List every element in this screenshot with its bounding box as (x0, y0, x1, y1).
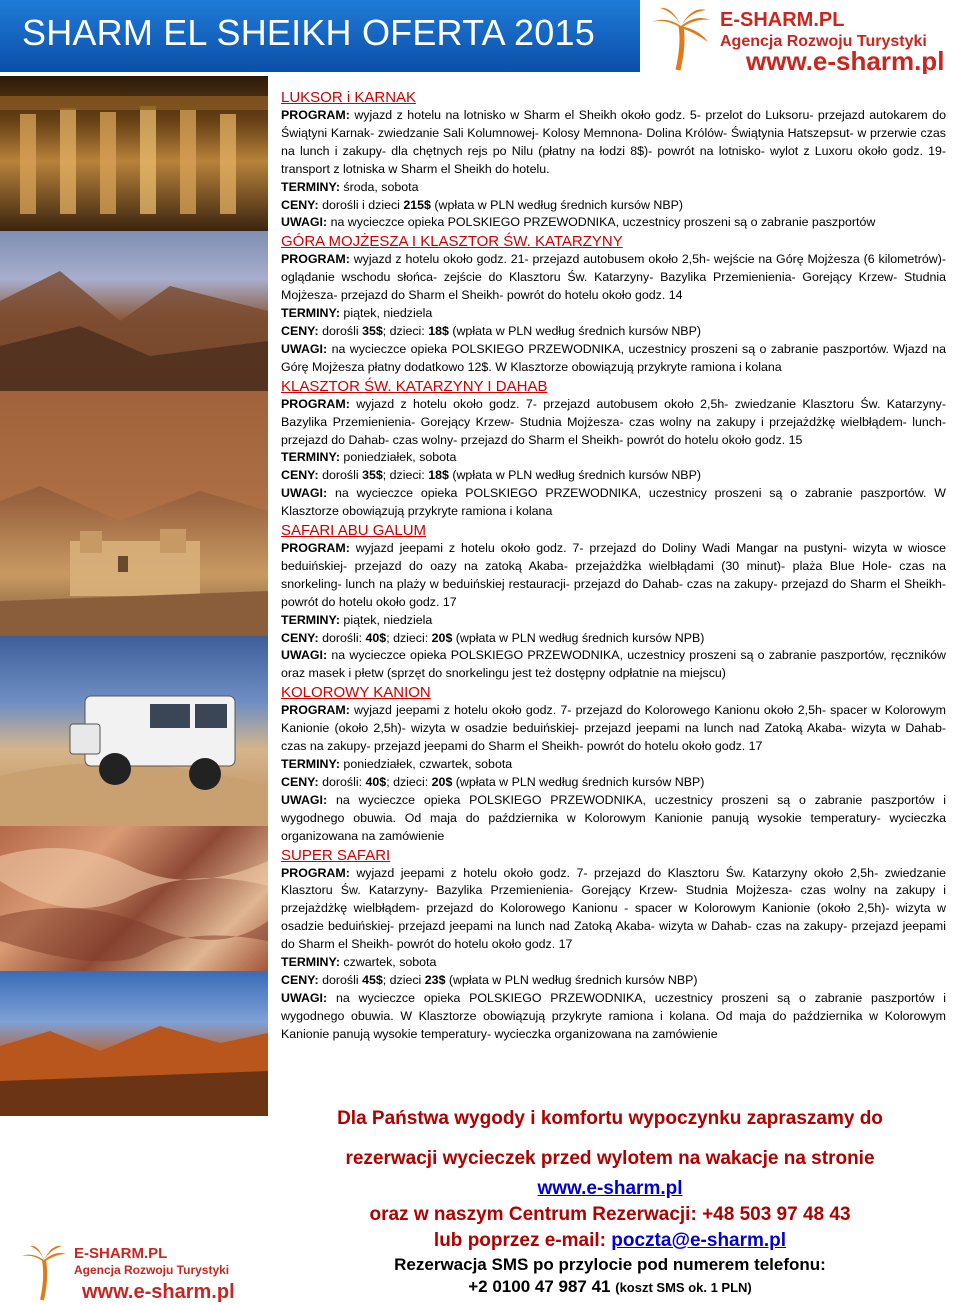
logo-brand: E-SHARM.PL (720, 9, 845, 31)
tour-notes: UWAGI: na wycieczce opieka POLSKIEGO PRZEWODNIKA, uczestnicy proszeni są o zabranie paszportów, ręczników oraz masek i płetw (sprzęt do snorkelingu jest też dostępny odpłatnie na miejscu) (281, 648, 946, 681)
tour-kolorowy-kanion (281, 683, 946, 845)
logo-brand: E-SHARM.PL (74, 1245, 168, 1262)
tour-luksor (281, 88, 946, 232)
temple-columns-icon (0, 76, 268, 231)
desert-sunset-photo (0, 971, 268, 1116)
logo-url: www.e-sharm.pl (746, 46, 945, 74)
tour-title: KOLOROWY KANION (281, 684, 431, 702)
jeep-icon (0, 636, 268, 826)
tour-program: PROGRAM: wyjazd jeepami z hotelu około godz. 7- przejazd do Doliny Wadi Mangar na pustyni- wizyta w wiosce beduińskiej- przejazd do oazy na zatoką Akaba- przejażdżka wielbłądami (30 minut)- plaża Blue Hole- czas na snorkeling- lunch na plaży w beduińskiej restauracji- przejazd do Dahab- czas na zakupy- przejazd do Sharm el Sheikh- powrót do hotelu około godz. 17 (281, 541, 946, 609)
st-catherine-monastery-photo (0, 391, 268, 636)
tour-title: SAFARI ABU GALUM (281, 522, 427, 540)
tour-notes: UWAGI: na wycieczce opieka POLSKIEGO PRZEWODNIKA, uczestnicy proszeni są o zabranie paszportów. W Klasztorze obowiązują przykryte ramiona i kolana (281, 486, 946, 519)
tour-gora-mojzesza (281, 232, 946, 376)
footer-email-link[interactable]: poczta@e-sharm.pl (611, 1230, 787, 1251)
footer-sms-note: (koszt SMS ok. 1 PLN) (615, 1280, 752, 1295)
logo-url: www.e-sharm.pl (82, 1281, 235, 1302)
footer-sms-number-line (300, 1276, 920, 1299)
tour-program: PROGRAM: wyjazd z hotelu na lotnisko w Sharm el Sheikh około godz. 5- przelot do Luksoru- przejazd autokarem do Świątyni Karnak- zwiedzanie Sali Kolumnowej- Kolosy Memnona- Dolina Królów- Świątynia Hatszepsut- w przerwie czas na lunch i zakupy- dla chętnych rejs po Nilu (płatny na łodzi 8$)- powrót na lotnisko- wylot z Luxoru około godz. 19- transport z lotniska w Sharm el Sheikh do hotelu. (281, 108, 946, 176)
tour-price: CENY: dorośli: 40$; dzieci: 20$ (wpłata w PLN według średnich kursów NPB) (281, 630, 705, 645)
colored-canyon-photo (0, 826, 268, 971)
footer-sms-line: Rezerwacja SMS po przylocie pod numerem telefonu: (394, 1255, 826, 1274)
tour-terms: TERMINY: poniedziałek, sobota (281, 450, 457, 465)
tour-notes: UWAGI: na wycieczce opieka POLSKIEGO PRZEWODNIKA, uczestnicy proszeni są o zabranie paszportów. Wjazd na Górę Mojżesza płatny dodatkowo 12$. W Klasztorze obowiązują przykryte ramiona i kolana (281, 341, 946, 374)
canyon-icon (0, 826, 268, 971)
tour-program: PROGRAM: wyjazd jeepami z hotelu około godz. 7- przejazd do Klasztoru Św. Katarzyny około 2,5h- zwiedzanie Klasztoru Św. Katarzyny- Bazylika Przemienienia- Gorejący Krzew- Studnia Mojżesza- czas wolny na zakupy i przejażdżkę wielbłądem- przejazd do Kolorowego Kanionu - spacer w Kolorowym Kanionie (około 2,5h)- wizyta w osadzie beduińskiej- przejazd jeepami na lunch nad Zatoką Akaba- wizyta w Dahab- czas na zakupy- przejazd jeepami do Sharm el Sheikh- powrót do hotelu około godz. 17 (281, 865, 946, 952)
tour-program: PROGRAM: wyjazd z hotelu około godz. 7- przejazd autobusem około 2,5h- zwiedzanie Klasztoru Św. Katarzyny- Bazylika Przemienienia- Gorejący Krzew- Studnia Mojżesza- czas wolny na zakupy i przejażdżkę wielbłądem- lunch- przejazd do Dahab- czas wolny- przejazd do Sharm el Sheikh- powrót do hotelu około godz. 15 (281, 396, 946, 447)
tour-price: CENY: dorośli 35$; dzieci: 18$ (wpłata w PLN według średnich kursów NBP) (281, 468, 701, 483)
monastery-icon (0, 391, 268, 636)
footer-invite-line: Dla Państwa wygody i komfortu wypoczynku zapraszamy do (337, 1108, 883, 1129)
footer-phone-line: oraz w naszym Centrum Rezerwacji: +48 503 97 48 43 (369, 1204, 851, 1225)
tour-price: CENY: dorośli: 40$; dzieci: 20$ (wpłata w PLN według średnich kursów NBP) (281, 774, 705, 789)
tour-notes: UWAGI: na wycieczce opieka POLSKIEGO PRZEWODNIKA, uczestnicy proszeni są o zabranie paszportów i wygodnego obuwia. W Klasztorze obowiązują przykryte ramiona i kolana. Od maja do października w Kolorowym Kanionie panują wysokie temperatury- wycieczka organizowana na zamówienie (281, 990, 946, 1041)
footer-booking-line: rezerwacji wycieczek przed wylotem na wakacje na stronie (345, 1148, 875, 1169)
company-logo-footer (22, 1242, 252, 1302)
tour-terms: TERMINY: czwartek, sobota (281, 955, 437, 970)
tour-price: CENY: dorośli i dzieci 215$ (wpłata w PLN według średnich kursów NBP) (281, 197, 684, 212)
tour-title: LUKSOR i KARNAK (281, 89, 417, 106)
tour-price: CENY: dorośli 45$; dzieci 23$ (wpłata w PLN według średnich kursów NBP) (281, 972, 698, 987)
desert-mountain-icon (0, 971, 268, 1116)
tour-terms: TERMINY: piątek, niedziela (281, 612, 433, 627)
jeep-safari-photo (0, 636, 268, 826)
tour-notes: UWAGI: na wycieczce opieka POLSKIEGO PRZEWODNIKA, uczestnicy proszeni są o zabranie paszportów i wygodnego obuwia. Od maja do października w Kolorowym Kanionie panują wysokie temperatury- wycieczka organizowana na zamówienie (281, 792, 946, 843)
page-title: SHARM EL SHEIKH OFERTA 2015 (22, 12, 595, 53)
tour-notes: UWAGI: na wycieczce opieka POLSKIEGO PRZEWODNIKA, uczestnicy proszeni są o zabranie paszportów (281, 215, 876, 230)
mountain-icon (0, 231, 268, 391)
photo-column (0, 76, 268, 1116)
footer-email-line (300, 1230, 920, 1252)
title-banner (0, 0, 640, 72)
tour-price: CENY: dorośli 35$; dzieci: 18$ (wpłata w PLN według średnich kursów NBP) (281, 323, 701, 338)
tour-super-safari (281, 846, 946, 1044)
logo-tagline: Agencja Rozwoju Turystyki (720, 33, 927, 50)
tour-program: PROGRAM: wyjazd jeepami z hotelu około godz. 7- przejazd do Kolorowego Kanionu około 2,5h- spacer w Kolorowym Kanionie (około 2,5h)- wizyta w osadzie beduińskiej- przejazd jeepami na lunch nad Zatoką Akaba- wizyta w Dahab- czas na zakupy- przejazd jeepami do Sharm el Sheikh- powrót do hotelu około godz. 17 (281, 703, 946, 754)
footer-sms-number: +2 0100 47 987 41 (468, 1277, 611, 1296)
tour-title: GÓRA MOJŻESZA I KLASZTOR ŚW. KATARZYNY (281, 233, 623, 251)
company-logo (648, 4, 954, 74)
footer-website-link[interactable]: www.e-sharm.pl (537, 1178, 683, 1199)
palm-tree-icon (22, 1246, 66, 1300)
tour-terms: TERMINY: piątek, niedziela (281, 306, 433, 321)
mount-sinai-photo (0, 231, 268, 391)
tour-terms: TERMINY: środa, sobota (281, 179, 419, 194)
tour-safari-abu-galum (281, 521, 946, 683)
tour-terms: TERMINY: poniedziałek, czwartek, sobota (281, 757, 513, 771)
tour-list (281, 88, 946, 1044)
tour-klasztor-dahab (281, 377, 946, 521)
luxor-temple-photo (0, 76, 268, 231)
tour-program: PROGRAM: wyjazd z hotelu około godz. 21- przejazd autobusem około 2,5h- wejście na Górę Mojżesza (6 kilometrów)- oglądanie wschodu słońca- zejście do Klasztoru Św. Katarzyny- Bazylika Przemienienia- Gorejący Krzew- Studnia Mojżesza- przejazd do Sharm el Sheikh- powrót do hotelu około godz. 14 (281, 252, 946, 303)
logo-tagline: Agencja Rozwoju Turystyki (74, 1263, 230, 1277)
tour-title: SUPER SAFARI (281, 846, 391, 864)
footer-email-label: lub poprzez e-mail: (433, 1230, 606, 1251)
tour-title: KLASZTOR ŚW. KATARZYNY I DAHAB (281, 377, 548, 395)
